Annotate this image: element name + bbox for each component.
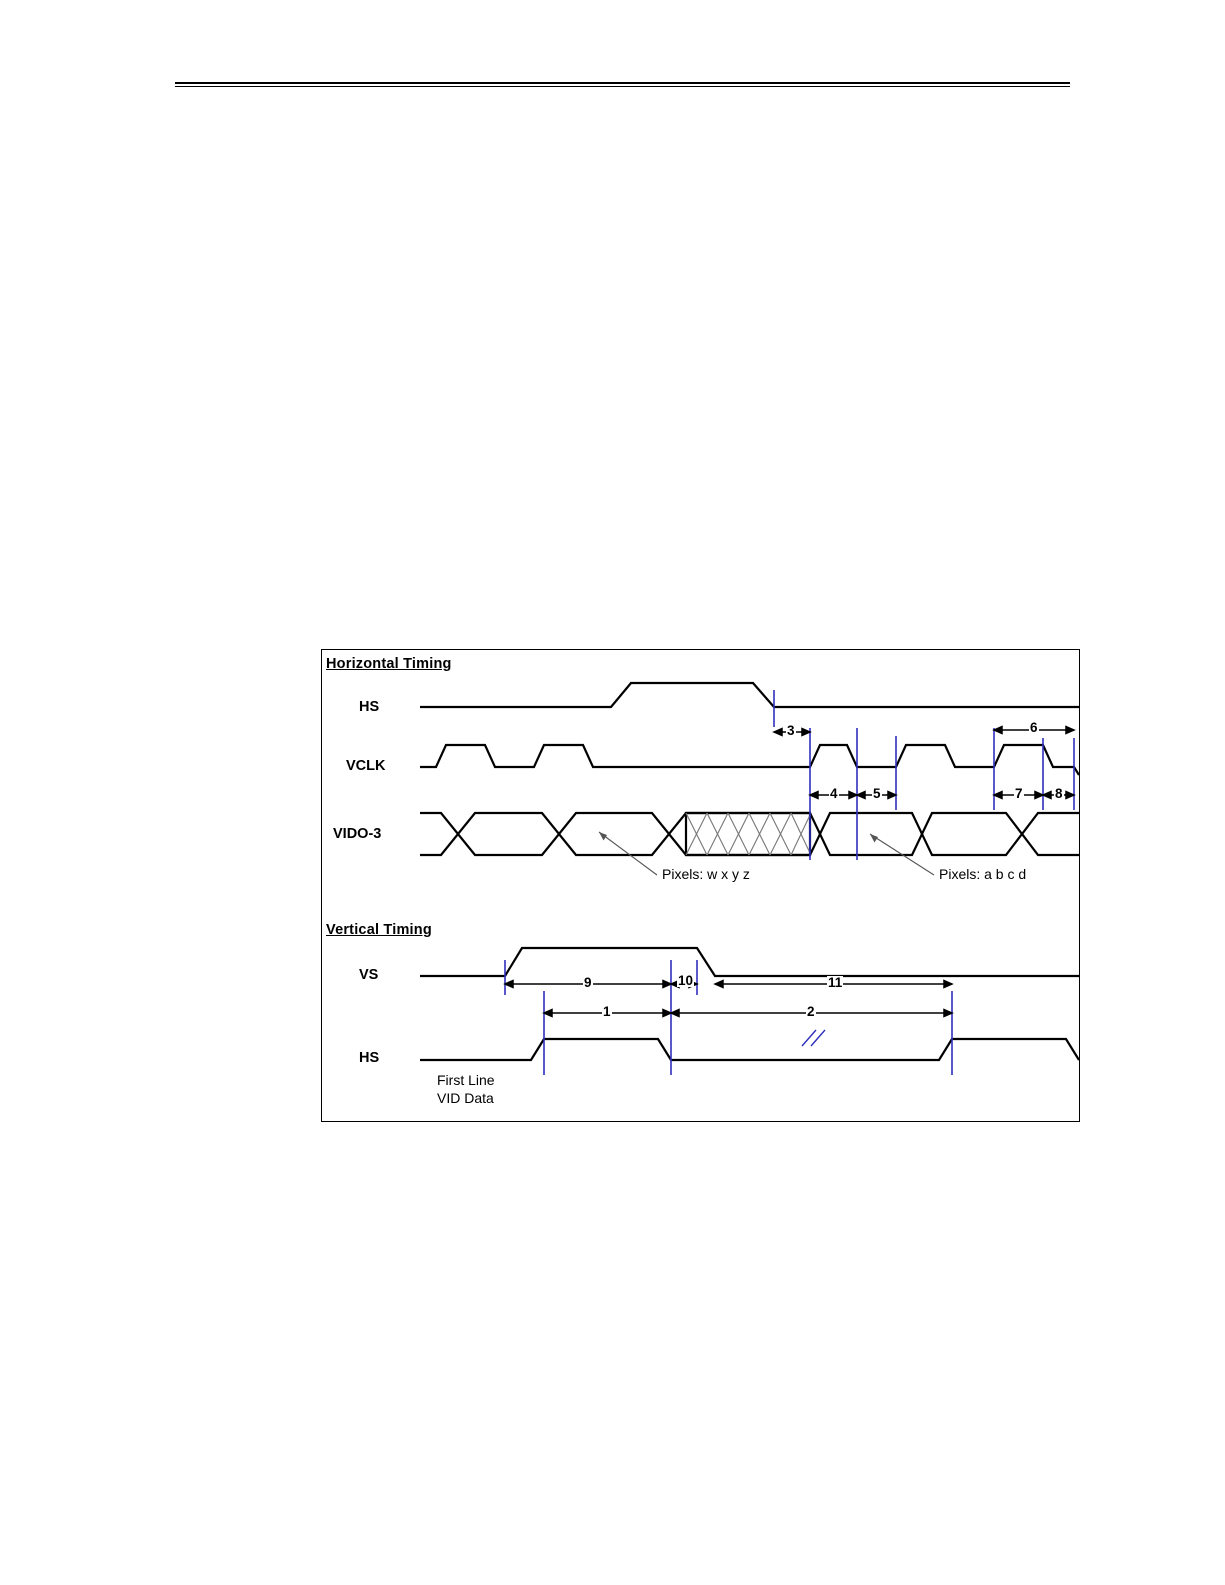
- trace-vid-lower: [420, 834, 1079, 855]
- trace-vs: [420, 948, 1079, 976]
- timing-diagram-figure: [321, 649, 1080, 1122]
- vertical-timing-title: Vertical Timing: [326, 922, 432, 938]
- vertical-dimension-arrows: [505, 981, 952, 1017]
- trace-hs-bottom: [420, 1039, 1079, 1060]
- annotation-vid-data: VID Data: [437, 1090, 494, 1106]
- horizontal-timing-title: Horizontal Timing: [326, 656, 452, 672]
- vertical-section-markers: [505, 960, 952, 1075]
- header-divider-thick-line: [175, 82, 1070, 84]
- trace-hs-top: [420, 683, 1079, 707]
- hs-break-marks: [802, 1030, 825, 1046]
- marker-label-8: 8: [1055, 786, 1063, 801]
- marker-label-6: 6: [1030, 720, 1038, 735]
- header-divider-thin-line: [175, 86, 1070, 87]
- marker-label-10: 10: [678, 973, 694, 988]
- trace-vid-upper: [420, 813, 1079, 834]
- marker-label-3: 3: [787, 723, 795, 738]
- vid-hatched-region: [686, 813, 810, 855]
- signal-label-vid: VIDO-3: [333, 826, 382, 842]
- annotation-pixels-wxyz: Pixels: w x y z: [662, 866, 750, 882]
- marker-label-4: 4: [830, 786, 838, 801]
- signal-label-hs-top: HS: [359, 699, 380, 715]
- marker-label-1: 1: [603, 1004, 611, 1019]
- timing-waveforms-svg: [322, 650, 1079, 1121]
- pixel-annotation-leaders: [599, 832, 934, 875]
- header-divider: [175, 82, 1070, 87]
- marker-label-5: 5: [873, 786, 881, 801]
- signal-label-vs: VS: [359, 967, 379, 983]
- marker-label-9: 9: [584, 975, 592, 990]
- signal-label-vclk: VCLK: [346, 758, 386, 774]
- marker-label-11: 11: [828, 975, 843, 990]
- marker-label-2: 2: [807, 1004, 815, 1019]
- horizontal-dimension-arrows: [774, 727, 1074, 799]
- signal-label-hs-bottom: HS: [359, 1050, 380, 1066]
- annotation-pixels-abcd: Pixels: a b c d: [939, 866, 1027, 882]
- annotation-first-line: First Line: [437, 1072, 495, 1088]
- marker-label-7: 7: [1015, 786, 1023, 801]
- trace-vclk: [420, 745, 1079, 775]
